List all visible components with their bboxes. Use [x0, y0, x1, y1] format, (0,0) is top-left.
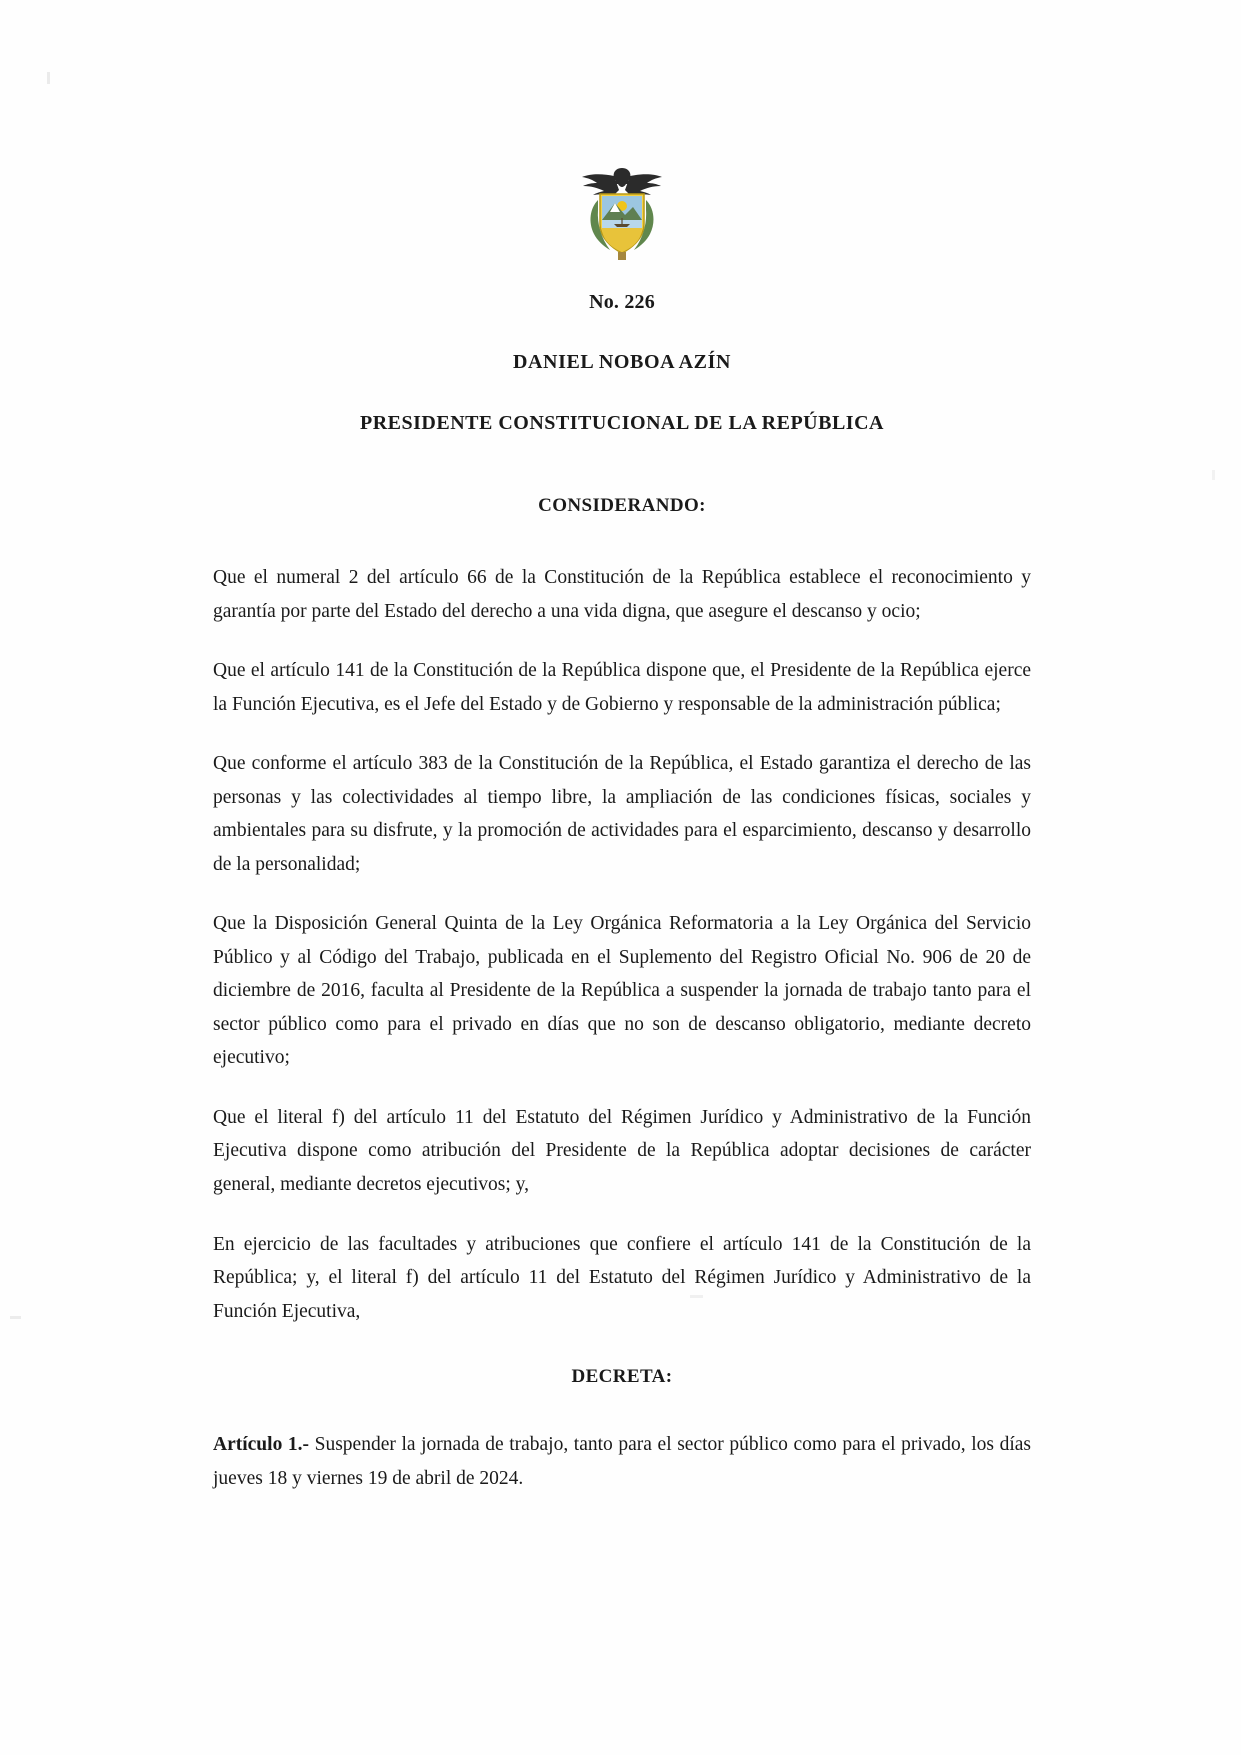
considerando-paragraph: Que el numeral 2 del artículo 66 de la Constitución de la República establece el reconocimiento y garantía por parte del Estado del derecho a una vida digna, que asegure el descanso y ocio; [213, 567, 1031, 622]
president-title: PRESIDENTE CONSTITUCIONAL DE LA REPÚBLICA [360, 412, 884, 434]
scan-artifact [10, 1316, 21, 1319]
decreta-heading: DECRETA: [571, 1366, 673, 1388]
considering-heading: CONSIDERANDO: [538, 495, 706, 516]
president-name: DANIEL NOBOA AZÍN [512, 351, 732, 373]
considerando-paragraph: Que conforme el artículo 383 de la Constitución de la República, el Estado garantiza el derecho de las personas y las colectividades al tiempo libre, la ampliación de las condiciones físicas, sociales y ambientales para su disfrute, y la promoción de actividades para el esparcimiento, descanso y desarrollo de la personalidad; [213, 753, 1031, 875]
document-content [213, 0, 1031, 1515]
decree-number: No. 226 [589, 291, 655, 313]
scan-artifact [47, 72, 50, 84]
scan-artifact [1212, 470, 1215, 480]
considerando-paragraph: Que la Disposición General Quinta de la Ley Orgánica Reformatoria a la Ley Orgánica del Servicio Público y al Código del Trabajo, publicada en el Suplemento del Registro Oficial No. 906 de 20 de diciembre de 2016, faculta al Presidente de la República a suspender la jornada de trabajo tanto para el sector público como para el privado en días que no son de descanso obligatorio, mediante decreto ejecutivo; [213, 913, 1031, 1069]
considerando-paragraph: En ejercicio de las facultades y atribuciones que confiere el artículo 141 de la Constitución de la República; y, el literal f) del artículo 11 del Estatuto del Régimen Jurídico y Administrativo de la Función Ejecutiva, [213, 1233, 1031, 1322]
considerando-paragraph: Que el artículo 141 de la Constitución de la República dispone que, el Presidente de la República ejerce la Función Ejecutiva, es el Jefe del Estado y de Gobierno y responsable de la administración pública; [213, 660, 1031, 715]
article-1-text: Suspender la jornada de trabajo, tanto para el sector público como para el privado, los días jueves 18 y viernes 19 de abril de 2024. [213, 1434, 1031, 1489]
emblem-container [213, 0, 1031, 265]
article-1-paragraph [213, 1428, 1031, 1495]
ecuador-coat-of-arms-icon [562, 160, 682, 265]
considerandos-list [213, 561, 1031, 1328]
considerando-paragraph: Que el literal f) del artículo 11 del Estatuto del Régimen Jurídico y Administrativo de la Función Ejecutiva dispone como atribución del Presidente de la República adoptar decisiones de carácter general, mediante decretos ejecutivos; y, [213, 1106, 1031, 1195]
article-1-label: Artículo 1.- [213, 1434, 310, 1456]
